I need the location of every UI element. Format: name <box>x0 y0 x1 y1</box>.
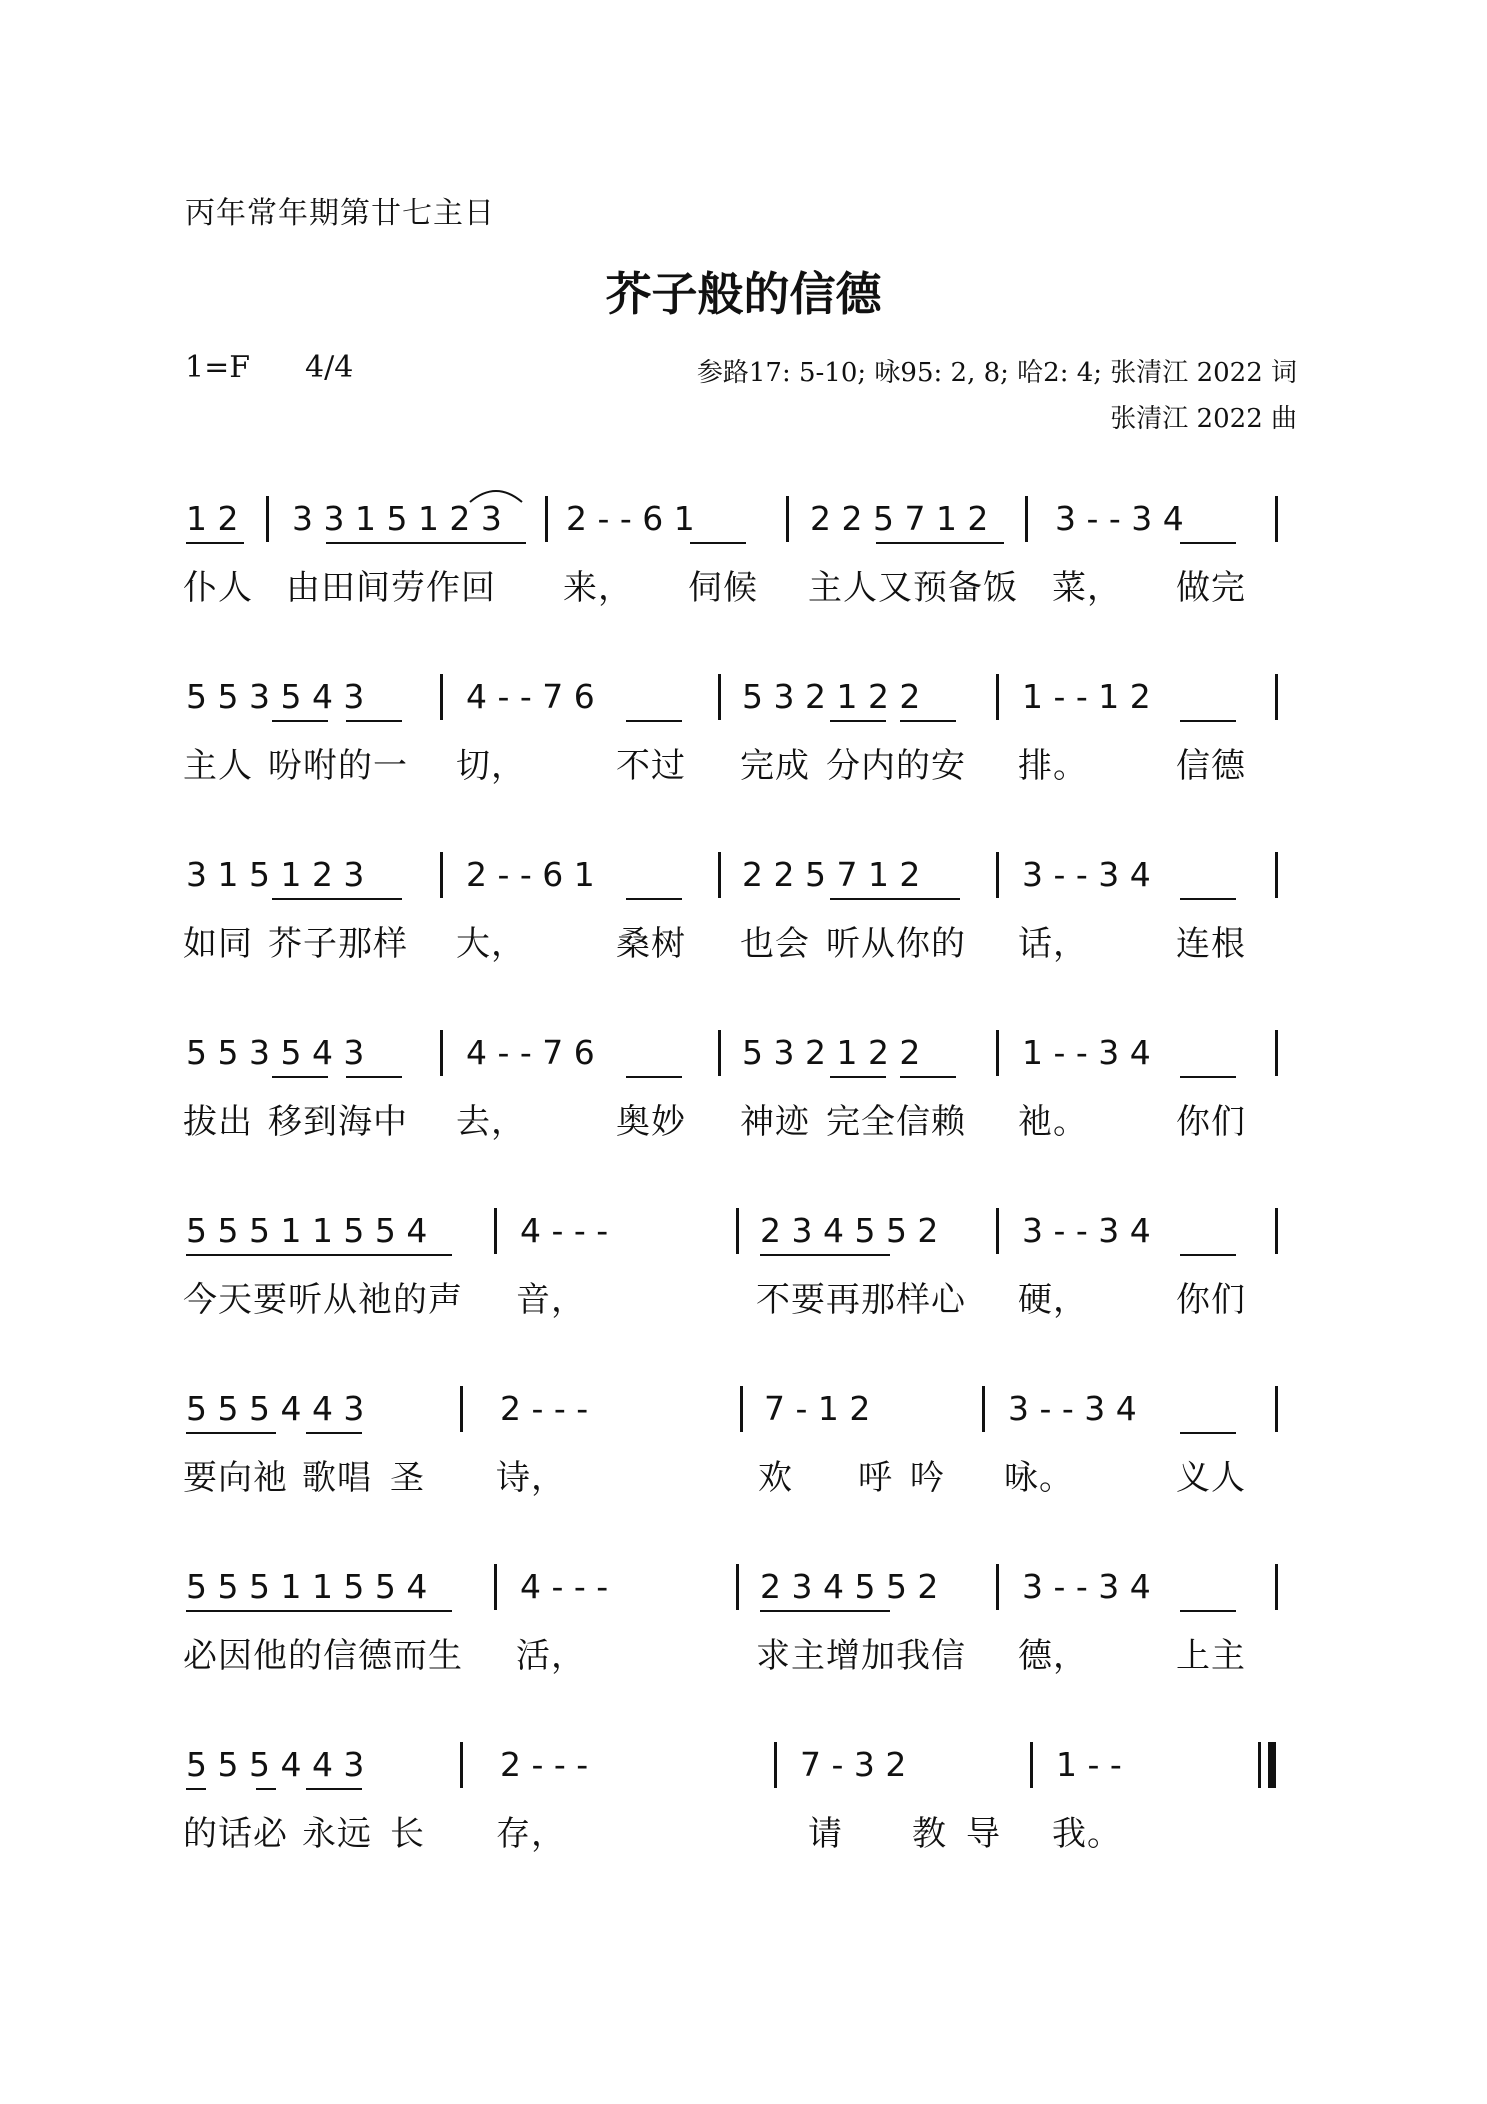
lyric: 来， <box>563 568 633 608</box>
measure-1-notes: 1 2 <box>186 499 239 538</box>
lyric: 请 <box>808 1814 843 1854</box>
measure-notes: 5 5 5 1 1 5 5 4 <box>186 1567 428 1606</box>
barline <box>1030 1742 1033 1788</box>
lyric: 切， <box>456 746 526 786</box>
lyric: 呼 <box>858 1458 893 1498</box>
underline <box>346 720 402 722</box>
underline <box>830 898 960 900</box>
measure-notes: 2 - - - <box>500 1745 589 1784</box>
barline <box>718 852 721 898</box>
scripture-sources-and-lyricist: 参路17: 5-10; 咏95: 2, 8; 哈2: 4; 张清江 2022 词 <box>696 358 1297 388</box>
lyric: 吟 <box>910 1458 945 1498</box>
composer-credit: 张清江 2022 曲 <box>1110 404 1297 434</box>
barline <box>1275 1208 1278 1254</box>
measure-notes: 5 3 2 1 2 2 <box>742 1033 921 1072</box>
barline <box>718 674 721 720</box>
slur-mark <box>466 484 526 504</box>
lyric: 义人 <box>1176 1458 1246 1498</box>
barline <box>774 1742 777 1788</box>
underline <box>272 898 402 900</box>
lyric: 菜， <box>1052 568 1122 608</box>
measure-notes: 2 3 4 5 5 2 <box>760 1567 939 1606</box>
lyric: 伺候 <box>688 568 758 608</box>
measure-2-notes: 3 3 1 5 1 2 3 <box>292 499 502 538</box>
measure-notes: 5 3 2 1 2 2 <box>742 677 921 716</box>
lyric: 大， <box>456 924 526 964</box>
underline <box>186 542 244 544</box>
final-barline-thin <box>1258 1742 1261 1788</box>
measure-notes: 5 5 5 1 1 5 5 4 <box>186 1211 428 1250</box>
barline <box>786 496 789 542</box>
lyric: 完全信赖 <box>826 1102 966 1142</box>
barline <box>460 1386 463 1432</box>
measure-notes: 1 - - 3 4 <box>1022 1033 1151 1072</box>
measure-5-notes: 3 - - 3 4 <box>1055 499 1184 538</box>
measure-notes: 2 - - - <box>500 1389 589 1428</box>
barline <box>982 1386 985 1432</box>
barline <box>440 674 443 720</box>
score-line-5 <box>0 1212 1487 1322</box>
lyric: 做完 <box>1176 568 1246 608</box>
barline <box>740 1386 743 1432</box>
lyric: 桑树 <box>616 924 686 964</box>
underline <box>1180 1254 1236 1256</box>
barline <box>1275 1564 1278 1610</box>
lyric: 话， <box>1018 924 1088 964</box>
underline <box>186 1610 452 1612</box>
underline <box>626 1076 682 1078</box>
measure-notes: 3 1 5 1 2 3 <box>186 855 365 894</box>
lyric: 不要再那样心 <box>756 1280 966 1320</box>
lyric: 听从你的 <box>826 924 966 964</box>
barline <box>996 1208 999 1254</box>
barline <box>996 674 999 720</box>
underline <box>272 720 328 722</box>
measure-notes: 1 - - 1 2 <box>1022 677 1151 716</box>
measure-notes: 3 - - 3 4 <box>1022 1211 1151 1250</box>
lyric: 今天要听从祂的声 <box>183 1280 463 1320</box>
underline <box>272 1076 328 1078</box>
lyric: 诗， <box>496 1458 566 1498</box>
score-line-3 <box>0 856 1487 966</box>
lyric: 的话必 <box>183 1814 288 1854</box>
lyric: 歌唱 <box>302 1458 372 1498</box>
barline <box>736 1208 739 1254</box>
lyric: 信德 <box>1176 746 1246 786</box>
score-line-1 <box>0 500 1487 610</box>
lyric: 存， <box>496 1814 566 1854</box>
lyric: 不过 <box>616 746 686 786</box>
barline <box>996 852 999 898</box>
measure-notes: 5 5 3 5 4 3 <box>186 677 365 716</box>
lyric: 永远 <box>302 1814 372 1854</box>
barline <box>460 1742 463 1788</box>
lyric: 教 <box>912 1814 947 1854</box>
underline <box>256 1788 276 1790</box>
measure-notes: 7 - 3 2 <box>800 1745 907 1784</box>
lyric: 长 <box>390 1814 425 1854</box>
underline <box>760 1610 890 1612</box>
lyric: 奥妙 <box>616 1102 686 1142</box>
barline <box>718 1030 721 1076</box>
measure-notes: 4 - - - <box>520 1567 609 1606</box>
measure-4-notes: 2 2 5 7 1 2 <box>810 499 989 538</box>
measure-notes: 5 5 5 4 4 3 <box>186 1389 365 1428</box>
lyric: 仆人 <box>183 568 253 608</box>
underline <box>626 720 682 722</box>
barline <box>1275 1386 1278 1432</box>
lyric: 活， <box>516 1636 586 1676</box>
lyric: 咏。 <box>1004 1458 1074 1498</box>
underline <box>1180 898 1236 900</box>
measure-notes: 4 - - 7 6 <box>466 677 595 716</box>
score-line-7 <box>0 1568 1487 1678</box>
underline <box>306 1788 362 1790</box>
lyric: 吩咐的一 <box>268 746 408 786</box>
lyric: 祂。 <box>1018 1102 1088 1142</box>
underline <box>346 1076 402 1078</box>
lyric: 要向祂 <box>183 1458 288 1498</box>
underline <box>830 1076 886 1078</box>
lyric: 硬， <box>1018 1280 1088 1320</box>
lyric: 上主 <box>1176 1636 1246 1676</box>
score-line-8 <box>0 1746 1487 1856</box>
measure-notes: 4 - - - <box>520 1211 609 1250</box>
lyric: 完成 <box>740 746 810 786</box>
underline <box>760 1254 890 1256</box>
measure-notes: 2 2 5 7 1 2 <box>742 855 921 894</box>
underline <box>1180 1432 1236 1434</box>
barline <box>266 496 269 542</box>
lyric: 连根 <box>1176 924 1246 964</box>
underline <box>186 1788 206 1790</box>
lyric: 德， <box>1018 1636 1088 1676</box>
lyric: 导 <box>966 1814 1001 1854</box>
underline <box>626 898 682 900</box>
underline <box>186 1432 276 1434</box>
lyric: 排。 <box>1018 746 1088 786</box>
measure-notes: 4 - - 7 6 <box>466 1033 595 1072</box>
occasion-heading: 丙年常年期第廿七主日 <box>185 196 495 231</box>
lyric: 必因他的信德而生 <box>183 1636 463 1676</box>
barline <box>1025 496 1028 542</box>
lyric: 主人 <box>183 746 253 786</box>
barline <box>996 1564 999 1610</box>
barline <box>440 852 443 898</box>
lyric: 你们 <box>1176 1102 1246 1142</box>
underline <box>876 542 1004 544</box>
song-title: 芥子般的信德 <box>605 267 882 321</box>
lyric: 也会 <box>740 924 810 964</box>
key-signature: 1=F <box>185 350 251 385</box>
lyric: 圣 <box>390 1458 425 1498</box>
lyric: 神迹 <box>740 1102 810 1142</box>
measure-notes: 5 5 5 4 4 3 <box>186 1745 365 1784</box>
measure-notes: 7 - 1 2 <box>764 1389 871 1428</box>
measure-notes: 3 - - 3 4 <box>1008 1389 1137 1428</box>
lyric: 欢 <box>758 1458 793 1498</box>
barline <box>1275 852 1278 898</box>
lyric: 音， <box>516 1280 586 1320</box>
barline <box>440 1030 443 1076</box>
barline <box>1275 496 1278 542</box>
lyric: 移到海中 <box>268 1102 408 1142</box>
lyric: 如同 <box>183 924 253 964</box>
score-line-2 <box>0 678 1487 788</box>
lyric: 拔出 <box>183 1102 253 1142</box>
barline <box>494 1208 497 1254</box>
lyric: 你们 <box>1176 1280 1246 1320</box>
measure-3-notes: 2 - - 6 1 <box>566 499 695 538</box>
lyric: 主人又预备饭 <box>808 568 1018 608</box>
lyric: 去， <box>456 1102 526 1142</box>
lyric: 由田间劳作回 <box>286 568 496 608</box>
final-barline-thick <box>1268 1742 1276 1788</box>
underline <box>186 1254 452 1256</box>
barline <box>1275 674 1278 720</box>
underline <box>830 720 886 722</box>
measure-notes: 2 - - 6 1 <box>466 855 595 894</box>
lyric: 求主增加我信 <box>756 1636 966 1676</box>
barline <box>494 1564 497 1610</box>
underline <box>326 542 526 544</box>
lyric: 我。 <box>1052 1814 1122 1854</box>
score-line-6 <box>0 1390 1487 1500</box>
underline <box>306 1432 362 1434</box>
lyric: 分内的安 <box>826 746 966 786</box>
barline <box>996 1030 999 1076</box>
barline <box>1275 1030 1278 1076</box>
underline <box>1180 542 1236 544</box>
measure-notes: 1 - - <box>1056 1745 1122 1784</box>
measure-notes: 2 3 4 5 5 2 <box>760 1211 939 1250</box>
barline <box>545 496 548 542</box>
measure-notes: 3 - - 3 4 <box>1022 855 1151 894</box>
underline <box>1180 1076 1236 1078</box>
underline <box>900 1076 956 1078</box>
score-line-4 <box>0 1034 1487 1144</box>
measure-notes: 3 - - 3 4 <box>1022 1567 1151 1606</box>
underline <box>900 720 956 722</box>
underline <box>1180 1610 1236 1612</box>
time-signature: 4/4 <box>305 350 354 385</box>
underline <box>1180 720 1236 722</box>
barline <box>736 1564 739 1610</box>
lyric: 芥子那样 <box>268 924 408 964</box>
underline <box>690 542 746 544</box>
measure-notes: 5 5 3 5 4 3 <box>186 1033 365 1072</box>
